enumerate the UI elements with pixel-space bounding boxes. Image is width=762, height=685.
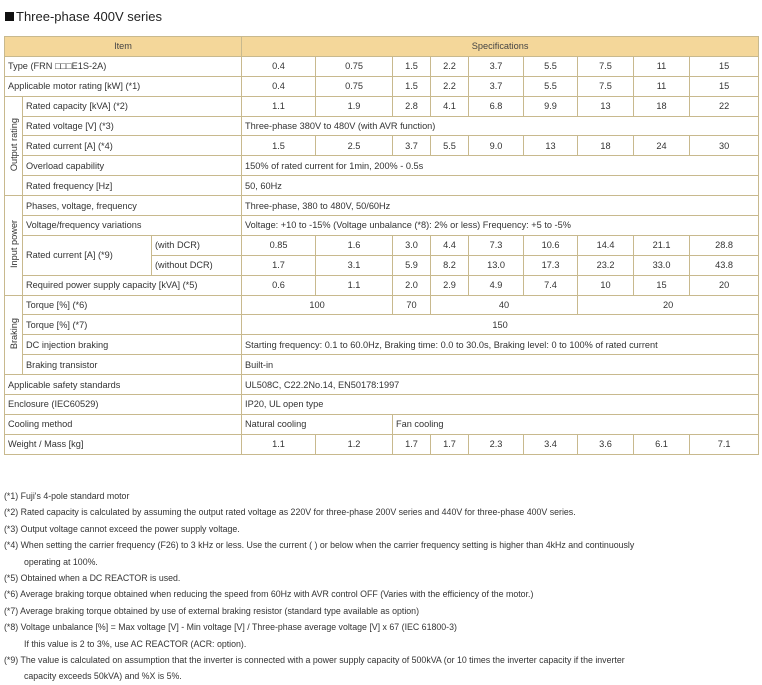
row-label: Rated capacity [kVA] (*2) <box>23 96 242 116</box>
table-cell: 40 <box>431 295 578 315</box>
table-cell: 7.1 <box>690 434 759 454</box>
footnote: (*6) Average braking torque obtained when reducing the speed from 60Hz with AVR control OFF (Varies with the efficiency of the motor.) <box>4 589 534 600</box>
table-cell: 1.5 <box>242 136 316 156</box>
footnotes <box>4 488 758 685</box>
table-cell: 9.0 <box>469 136 524 156</box>
table-cell: 18 <box>578 136 634 156</box>
table-row <box>5 335 759 355</box>
table-cell: 2.8 <box>393 96 431 116</box>
table-cell: 150 <box>242 315 759 335</box>
table-cell: 1.1 <box>242 434 316 454</box>
table-cell: 0.75 <box>316 56 393 76</box>
footnote-continuation: operating at 100%. <box>24 556 98 567</box>
table-cell: 0.6 <box>242 275 316 295</box>
table-row <box>5 116 759 136</box>
table-cell: 0.85 <box>242 235 316 255</box>
table-cell: 15 <box>690 56 759 76</box>
table-cell: 13 <box>578 96 634 116</box>
table-cell: 2.3 <box>469 434 524 454</box>
table-row <box>5 295 759 315</box>
table-cell: 3.4 <box>524 434 578 454</box>
table-cell: 2.5 <box>316 136 393 156</box>
row-text: Starting frequency: 0.1 to 60.0Hz, Braking time: 0.0 to 30.0s, Braking level: 0 to 100% of rated current <box>242 335 759 355</box>
table-cell: 7.5 <box>578 76 634 96</box>
row-label: Applicable motor rating [kW] (*1) <box>5 76 242 96</box>
table-cell: 15 <box>690 76 759 96</box>
table-cell: 13 <box>524 136 578 156</box>
table-cell: 1.5 <box>393 56 431 76</box>
table-cell: 4.9 <box>469 275 524 295</box>
specifications-table <box>4 36 759 455</box>
footnote: (*5) Obtained when a DC REACTOR is used. <box>4 572 181 583</box>
table-cell: 30 <box>690 136 759 156</box>
table-cell: 17.3 <box>524 255 578 275</box>
cooling-fan: Fan cooling <box>393 414 759 434</box>
footnote: (*1) Fuji's 4-pole standard motor <box>4 491 130 501</box>
table-cell: 1.2 <box>316 434 393 454</box>
table-header-row <box>5 37 759 57</box>
row-text: IP20, UL open type <box>242 395 759 415</box>
table-row <box>5 414 759 434</box>
square-bullet-icon <box>5 12 14 21</box>
table-cell: 20 <box>690 275 759 295</box>
table-row <box>5 216 759 236</box>
table-cell: 14.4 <box>578 235 634 255</box>
table-row <box>5 196 759 216</box>
header-specifications: Specifications <box>242 37 759 57</box>
table-cell: 10.6 <box>524 235 578 255</box>
table-cell: 20 <box>578 295 759 315</box>
row-label: Voltage/frequency variations <box>23 216 242 236</box>
footnote-continuation: If this value is 2 to 3%, use AC REACTOR (ACR: option). <box>24 638 247 649</box>
table-cell: 1.7 <box>393 434 431 454</box>
group-label-input: Input power <box>5 196 23 295</box>
footnote: (*8) Voltage unbalance [%] = Max voltage [V] - Min voltage [V] / Three-phase average voltage [V] x 67 (IEC 61800-3) <box>4 622 457 633</box>
table-cell: 5.9 <box>393 255 431 275</box>
table-cell: 22 <box>690 96 759 116</box>
section-heading: Three-phase 400V series <box>5 9 162 24</box>
row-label: DC injection braking <box>23 335 242 355</box>
table-cell: 100 <box>242 295 393 315</box>
table-cell: 23.2 <box>578 255 634 275</box>
footnote: (*7) Average braking torque obtained by use of external braking resistor (standard type available as option) <box>4 605 420 616</box>
table-cell: 1.1 <box>316 275 393 295</box>
table-cell: 13.0 <box>469 255 524 275</box>
row-text: UL508C, C22.2No.14, EN50178:1997 <box>242 375 759 395</box>
group-label-output: Output rating <box>5 96 23 195</box>
table-cell: 1.7 <box>242 255 316 275</box>
row-label: Enclosure (IEC60529) <box>5 395 242 415</box>
row-label: Overload capability <box>23 156 242 176</box>
table-cell: 24 <box>634 136 690 156</box>
footnote: (*2) Rated capacity is calculated by assuming the output rated voltage as 220V for three-phase 200V series and 440V for three-phase 400V series. <box>4 507 576 518</box>
group-label-braking: Braking <box>5 295 23 375</box>
table-cell: 7.4 <box>524 275 578 295</box>
table-cell: 7.5 <box>578 56 634 76</box>
row-text: 150% of rated current for 1min, 200% - 0.5s <box>242 156 759 176</box>
table-cell: 33.0 <box>634 255 690 275</box>
row-label: Weight / Mass [kg] <box>5 434 242 454</box>
row-label: Rated current [A] (*4) <box>23 136 242 156</box>
table-row <box>5 76 759 96</box>
row-label: Applicable safety standards <box>5 375 242 395</box>
row-text: Built-in <box>242 355 759 375</box>
table-row <box>5 355 759 375</box>
table-row <box>5 375 759 395</box>
table-cell: 6.1 <box>634 434 690 454</box>
table-row <box>5 434 759 454</box>
table-row <box>5 156 759 176</box>
table-cell: 3.6 <box>578 434 634 454</box>
table-cell: 11 <box>634 56 690 76</box>
table-cell: 2.0 <box>393 275 431 295</box>
table-cell: 3.1 <box>316 255 393 275</box>
table-cell: 6.8 <box>469 96 524 116</box>
row-text: Three-phase, 380 to 480V, 50/60Hz <box>242 196 759 216</box>
table-row <box>5 96 759 116</box>
table-cell: 2.2 <box>431 76 469 96</box>
table-cell: 0.75 <box>316 76 393 96</box>
table-row <box>5 315 759 335</box>
cooling-natural: Natural cooling <box>242 414 393 434</box>
table-cell: 2.9 <box>431 275 469 295</box>
table-cell: 5.5 <box>524 76 578 96</box>
row-label: Rated voltage [V] (*3) <box>23 116 242 136</box>
table-cell: 1.5 <box>393 76 431 96</box>
table-row <box>5 275 759 295</box>
table-cell: 3.7 <box>469 76 524 96</box>
row-text: Three-phase 380V to 480V (with AVR function) <box>242 116 759 136</box>
table-cell: 70 <box>393 295 431 315</box>
row-label: Required power supply capacity [kVA] (*5) <box>23 275 242 295</box>
table-cell: 7.3 <box>469 235 524 255</box>
footnote: (*9) The value is calculated on assumption that the inverter is connected with a power supply capacity of 500kVA (or 10 times the inverter capacity if the inverter <box>4 654 625 665</box>
row-sublabel: (with DCR) <box>152 235 242 255</box>
table-cell: 5.5 <box>431 136 469 156</box>
row-label: Torque [%] (*6) <box>23 295 242 315</box>
table-row <box>5 395 759 415</box>
table-cell: 28.8 <box>690 235 759 255</box>
footnote: (*3) Output voltage cannot exceed the power supply voltage. <box>4 523 240 534</box>
header-item: Item <box>5 37 242 57</box>
table-cell: 3.7 <box>469 56 524 76</box>
table-cell: 15 <box>634 275 690 295</box>
table-cell: 1.7 <box>431 434 469 454</box>
table-cell: 9.9 <box>524 96 578 116</box>
table-cell: 4.1 <box>431 96 469 116</box>
table-cell: 0.4 <box>242 76 316 96</box>
table-cell: 8.2 <box>431 255 469 275</box>
table-cell: 43.8 <box>690 255 759 275</box>
row-text: 50, 60Hz <box>242 176 759 196</box>
table-cell: 11 <box>634 76 690 96</box>
table-cell: 1.1 <box>242 96 316 116</box>
table-cell: 5.5 <box>524 56 578 76</box>
row-label: Type (FRN □□□E1S-2A) <box>5 56 242 76</box>
table-cell: 10 <box>578 275 634 295</box>
table-row <box>5 56 759 76</box>
table-cell: 3.0 <box>393 235 431 255</box>
table-cell: 0.4 <box>242 56 316 76</box>
table-cell: 21.1 <box>634 235 690 255</box>
row-sublabel: (without DCR) <box>152 255 242 275</box>
table-cell: 3.7 <box>393 136 431 156</box>
table-cell: 1.9 <box>316 96 393 116</box>
table-row <box>5 136 759 156</box>
footnote-continuation: capacity exceeds 50kVA) and %X is 5%. <box>24 671 182 682</box>
table-cell: 4.4 <box>431 235 469 255</box>
table-row <box>5 235 759 255</box>
table-row <box>5 176 759 196</box>
table-cell: 2.2 <box>431 56 469 76</box>
row-label: Cooling method <box>5 414 242 434</box>
table-cell: 18 <box>634 96 690 116</box>
footnote: (*4) When setting the carrier frequency (F26) to 3 kHz or less. Use the current ( ) or below when the carrier frequency setting is higher than 4kHz and continuously <box>4 540 635 551</box>
row-label: Torque [%] (*7) <box>23 315 242 335</box>
row-label: Rated current [A] (*9) <box>23 235 152 275</box>
row-text: Voltage: +10 to -15% (Voltage unbalance (*8): 2% or less) Frequency: +5 to -5% <box>242 216 759 236</box>
row-label: Rated frequency [Hz] <box>23 176 242 196</box>
row-label: Braking transistor <box>23 355 242 375</box>
table-cell: 1.6 <box>316 235 393 255</box>
row-label: Phases, voltage, frequency <box>23 196 242 216</box>
